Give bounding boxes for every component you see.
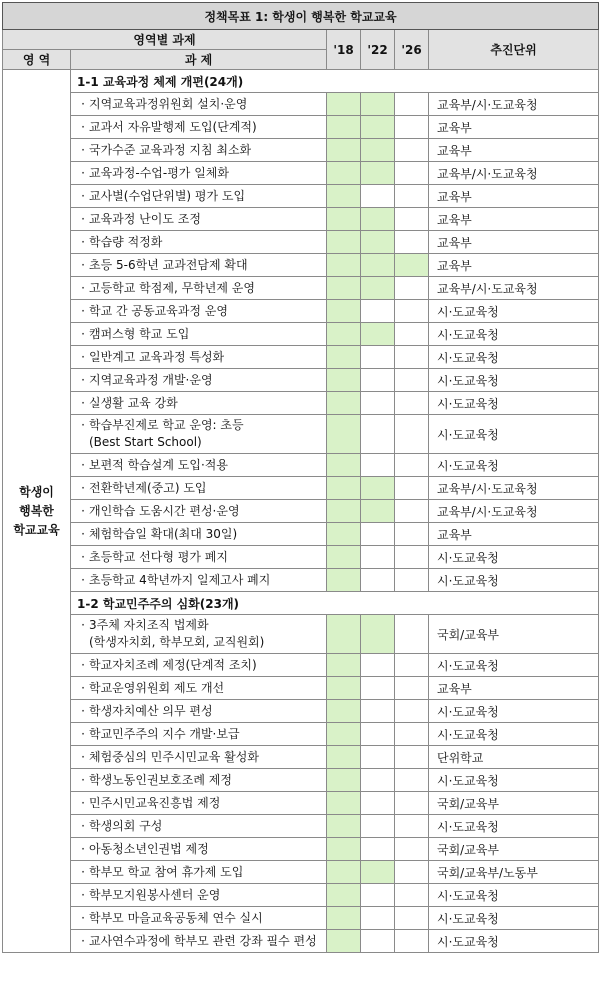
section-title: 1-2 학교민주주의 심화(23개) [71, 592, 599, 615]
year-26-cell [395, 861, 429, 884]
task-text: 학습량 적정화 [89, 235, 163, 249]
unit-cell: 교육부/시·도교육청 [429, 277, 599, 300]
year-26-cell [395, 723, 429, 746]
bullet-icon: · [81, 212, 85, 226]
unit-cell: 교육부 [429, 254, 599, 277]
year-18-cell [327, 185, 361, 208]
unit-cell: 교육부 [429, 116, 599, 139]
task-cell [71, 654, 327, 677]
task-text: 학부모 마을교육공동체 연수 실시 [89, 911, 263, 925]
year-26-cell [395, 884, 429, 907]
year-22-cell [361, 346, 395, 369]
bullet-icon: · [81, 189, 85, 203]
bullet-icon: · [81, 750, 85, 764]
table-row [3, 500, 599, 523]
year-26-cell [395, 569, 429, 592]
table-row [3, 746, 599, 769]
year-26-cell [395, 277, 429, 300]
task-text: 체험학습일 확대(최대 30일) [89, 527, 238, 541]
task-cell [71, 208, 327, 231]
year-26-cell [395, 615, 429, 654]
section-row [3, 70, 599, 93]
table-row [3, 569, 599, 592]
year-22-cell [361, 569, 395, 592]
unit-cell: 교육부/시·도교육청 [429, 162, 599, 185]
year-22-cell [361, 116, 395, 139]
unit-cell: 시·도교육청 [429, 930, 599, 953]
task-text: 지역교육과정 개발·운영 [89, 373, 213, 387]
unit-cell: 시·도교육청 [429, 415, 599, 454]
task-cell [71, 700, 327, 723]
bullet-icon: · [81, 458, 85, 472]
task-text: 아동청소년인권법 제정 [89, 842, 209, 856]
year-18-cell [327, 654, 361, 677]
unit-cell: 시·도교육청 [429, 454, 599, 477]
task-cell [71, 861, 327, 884]
table-row [3, 477, 599, 500]
task-text: 학교민주주의 지수 개발·보급 [89, 727, 240, 741]
task-cell [71, 323, 327, 346]
table-row [3, 277, 599, 300]
area-label-line: 학생이 [19, 484, 54, 499]
bullet-icon: · [81, 888, 85, 902]
header-area: 영 역 [3, 50, 71, 70]
table-row [3, 208, 599, 231]
task-cell [71, 454, 327, 477]
area-label [3, 70, 71, 953]
task-text: 학부모지원봉사센터 운영 [89, 888, 221, 902]
task-cell [71, 139, 327, 162]
year-26-cell [395, 500, 429, 523]
year-18-cell [327, 677, 361, 700]
task-cell [71, 523, 327, 546]
year-22-cell [361, 907, 395, 930]
task-text: 학부모 학교 참여 휴가제 도입 [89, 865, 244, 879]
year-22-cell [361, 454, 395, 477]
year-22-cell [361, 477, 395, 500]
task-text-line2: (학생자치회, 학부모회, 교직원회) [89, 635, 265, 649]
page-title: 정책목표 1: 학생이 행복한 학교교육 [3, 3, 599, 30]
unit-cell: 시·도교육청 [429, 300, 599, 323]
task-text: 학교운영위원회 제도 개선 [89, 681, 225, 695]
year-22-cell [361, 208, 395, 231]
unit-cell: 시·도교육청 [429, 546, 599, 569]
year-18-cell [327, 930, 361, 953]
task-cell [71, 838, 327, 861]
table-row [3, 907, 599, 930]
section-row [3, 592, 599, 615]
year-22-cell [361, 254, 395, 277]
task-cell [71, 346, 327, 369]
table-row [3, 300, 599, 323]
task-cell [71, 723, 327, 746]
unit-cell: 국회/교육부 [429, 838, 599, 861]
year-26-cell [395, 792, 429, 815]
task-text: 학생노동인권보호조례 제정 [89, 773, 232, 787]
year-26-cell [395, 523, 429, 546]
year-18-cell [327, 546, 361, 569]
table-row [3, 792, 599, 815]
task-text: 교사연수과정에 학부모 관련 강좌 필수 편성 [89, 934, 317, 948]
year-22-cell [361, 300, 395, 323]
year-26-cell [395, 93, 429, 116]
year-18-cell [327, 569, 361, 592]
task-cell [71, 116, 327, 139]
unit-cell: 교육부/시·도교육청 [429, 500, 599, 523]
bullet-icon: · [81, 373, 85, 387]
year-22-cell [361, 677, 395, 700]
task-cell [71, 546, 327, 569]
header-year-22: '22 [361, 30, 395, 70]
header-year-26: '26 [395, 30, 429, 70]
table-row [3, 546, 599, 569]
bullet-icon: · [81, 258, 85, 272]
task-text: 체험중심의 민주시민교육 활성화 [89, 750, 259, 764]
bullet-icon: · [81, 796, 85, 810]
year-22-cell [361, 277, 395, 300]
year-22-cell [361, 93, 395, 116]
year-18-cell [327, 615, 361, 654]
year-26-cell [395, 930, 429, 953]
bullet-icon: · [81, 281, 85, 295]
policy-table [2, 2, 599, 953]
task-cell [71, 162, 327, 185]
year-18-cell [327, 116, 361, 139]
task-text: 3주체 자치조직 법제화 [89, 618, 209, 632]
year-22-cell [361, 746, 395, 769]
year-26-cell [395, 746, 429, 769]
year-18-cell [327, 415, 361, 454]
task-cell [71, 500, 327, 523]
year-22-cell [361, 415, 395, 454]
year-26-cell [395, 254, 429, 277]
task-text: 민주시민교육진흥법 제정 [89, 796, 221, 810]
year-22-cell [361, 139, 395, 162]
year-26-cell [395, 907, 429, 930]
bullet-icon: · [81, 235, 85, 249]
year-22-cell [361, 861, 395, 884]
table-row [3, 93, 599, 116]
bullet-icon: · [81, 681, 85, 695]
year-18-cell [327, 500, 361, 523]
task-cell [71, 369, 327, 392]
bullet-icon: · [81, 727, 85, 741]
year-18-cell [327, 323, 361, 346]
area-label-line: 학교교육 [13, 522, 60, 537]
year-18-cell [327, 815, 361, 838]
bullet-icon: · [81, 658, 85, 672]
year-18-cell [327, 254, 361, 277]
task-cell [71, 254, 327, 277]
year-26-cell [395, 415, 429, 454]
bullet-icon: · [81, 865, 85, 879]
year-22-cell [361, 185, 395, 208]
table-row [3, 815, 599, 838]
year-26-cell [395, 116, 429, 139]
task-cell [71, 930, 327, 953]
unit-cell: 시·도교육청 [429, 369, 599, 392]
year-22-cell [361, 500, 395, 523]
year-22-cell [361, 162, 395, 185]
task-cell [71, 615, 327, 654]
bullet-icon: · [81, 304, 85, 318]
year-22-cell [361, 392, 395, 415]
header-area-group: 영역별 과제 [3, 30, 327, 50]
task-cell [71, 231, 327, 254]
task-text: 학생자치예산 의무 편성 [89, 704, 213, 718]
table-row [3, 884, 599, 907]
section-title: 1-1 교육과정 체제 개편(24개) [71, 70, 599, 93]
unit-cell: 시·도교육청 [429, 700, 599, 723]
unit-cell: 교육부 [429, 523, 599, 546]
area-label-line: 행복한 [19, 503, 54, 518]
bullet-icon: · [81, 934, 85, 948]
task-cell [71, 415, 327, 454]
task-text: 캠퍼스형 학교 도입 [89, 327, 190, 341]
task-cell [71, 93, 327, 116]
table-row [3, 723, 599, 746]
table-row [3, 615, 599, 654]
year-18-cell [327, 208, 361, 231]
bullet-icon: · [81, 911, 85, 925]
year-26-cell [395, 369, 429, 392]
task-cell [71, 477, 327, 500]
table-row [3, 116, 599, 139]
year-18-cell [327, 139, 361, 162]
task-text: 교육과정 난이도 조정 [89, 212, 201, 226]
bullet-icon: · [81, 819, 85, 833]
year-26-cell [395, 162, 429, 185]
bullet-icon: · [81, 573, 85, 587]
task-text-line2: (Best Start School) [89, 435, 202, 449]
table-row [3, 454, 599, 477]
bullet-icon: · [81, 704, 85, 718]
task-text: 지역교육과정위원회 설치·운영 [89, 97, 248, 111]
unit-cell: 교육부 [429, 231, 599, 254]
table-row [3, 369, 599, 392]
task-cell [71, 884, 327, 907]
unit-cell: 시·도교육청 [429, 654, 599, 677]
table-row [3, 769, 599, 792]
year-26-cell [395, 346, 429, 369]
task-cell [71, 300, 327, 323]
year-18-cell [327, 838, 361, 861]
year-18-cell [327, 477, 361, 500]
unit-cell: 시·도교육청 [429, 392, 599, 415]
bullet-icon: · [81, 120, 85, 134]
year-26-cell [395, 300, 429, 323]
header-task: 과 제 [71, 50, 327, 70]
bullet-icon: · [81, 97, 85, 111]
task-cell [71, 815, 327, 838]
year-26-cell [395, 654, 429, 677]
task-text: 교과서 자유발행제 도입(단계적) [89, 120, 257, 134]
year-22-cell [361, 231, 395, 254]
year-18-cell [327, 792, 361, 815]
task-text: 학교 간 공동교육과정 운영 [89, 304, 228, 318]
task-text: 초등학교 4학년까지 일제고사 폐지 [89, 573, 271, 587]
task-cell [71, 392, 327, 415]
year-26-cell [395, 838, 429, 861]
table-row [3, 139, 599, 162]
bullet-icon: · [81, 527, 85, 541]
year-22-cell [361, 700, 395, 723]
bullet-icon: · [81, 418, 85, 432]
task-cell [71, 792, 327, 815]
bullet-icon: · [81, 327, 85, 341]
bullet-icon: · [81, 481, 85, 495]
bullet-icon: · [81, 550, 85, 564]
year-18-cell [327, 769, 361, 792]
year-26-cell [395, 546, 429, 569]
year-22-cell [361, 654, 395, 677]
year-26-cell [395, 815, 429, 838]
bullet-icon: · [81, 773, 85, 787]
unit-cell: 국회/교육부 [429, 792, 599, 815]
unit-cell: 교육부 [429, 677, 599, 700]
task-cell [71, 677, 327, 700]
task-text: 전환학년제(중고) 도입 [89, 481, 207, 495]
task-text: 교사별(수업단위별) 평가 도입 [89, 189, 246, 203]
table-row [3, 861, 599, 884]
task-text: 학생의회 구성 [89, 819, 163, 833]
year-26-cell [395, 700, 429, 723]
bullet-icon: · [81, 504, 85, 518]
header-unit: 추진단위 [429, 30, 599, 70]
year-22-cell [361, 769, 395, 792]
table-row [3, 162, 599, 185]
year-18-cell [327, 231, 361, 254]
unit-cell: 시·도교육청 [429, 769, 599, 792]
unit-cell: 교육부 [429, 208, 599, 231]
year-22-cell [361, 723, 395, 746]
task-text: 학습부진제로 학교 운영: 초등 [89, 418, 244, 432]
table-row [3, 654, 599, 677]
year-22-cell [361, 369, 395, 392]
year-18-cell [327, 369, 361, 392]
year-26-cell [395, 454, 429, 477]
year-26-cell [395, 392, 429, 415]
year-26-cell [395, 769, 429, 792]
table-row [3, 185, 599, 208]
table-row [3, 930, 599, 953]
unit-cell: 교육부 [429, 185, 599, 208]
task-text: 고등학교 학점제, 무학년제 운영 [89, 281, 255, 295]
unit-cell: 시·도교육청 [429, 346, 599, 369]
task-text: 개인학습 도움시간 편성·운영 [89, 504, 240, 518]
year-22-cell [361, 884, 395, 907]
unit-cell: 시·도교육청 [429, 569, 599, 592]
task-text: 교육과정-수업-평가 일체화 [89, 166, 229, 180]
table-row [3, 392, 599, 415]
year-26-cell [395, 231, 429, 254]
year-18-cell [327, 392, 361, 415]
year-18-cell [327, 523, 361, 546]
year-22-cell [361, 838, 395, 861]
bullet-icon: · [81, 350, 85, 364]
bullet-icon: · [81, 618, 85, 632]
task-text: 실생활 교육 강화 [89, 396, 178, 410]
year-22-cell [361, 615, 395, 654]
table-row [3, 838, 599, 861]
year-26-cell [395, 139, 429, 162]
unit-cell: 교육부 [429, 139, 599, 162]
year-26-cell [395, 677, 429, 700]
year-18-cell [327, 93, 361, 116]
year-18-cell [327, 723, 361, 746]
year-18-cell [327, 746, 361, 769]
year-18-cell [327, 162, 361, 185]
table-row [3, 323, 599, 346]
table-row [3, 346, 599, 369]
year-22-cell [361, 323, 395, 346]
table-row [3, 677, 599, 700]
task-cell [71, 769, 327, 792]
bullet-icon: · [81, 842, 85, 856]
year-22-cell [361, 546, 395, 569]
bullet-icon: · [81, 166, 85, 180]
unit-cell: 국회/교육부/노동부 [429, 861, 599, 884]
unit-cell: 시·도교육청 [429, 815, 599, 838]
year-26-cell [395, 477, 429, 500]
task-cell [71, 746, 327, 769]
year-18-cell [327, 700, 361, 723]
year-22-cell [361, 815, 395, 838]
unit-cell: 시·도교육청 [429, 323, 599, 346]
year-18-cell [327, 277, 361, 300]
unit-cell: 시·도교육청 [429, 907, 599, 930]
table-row [3, 254, 599, 277]
year-26-cell [395, 208, 429, 231]
unit-cell: 국회/교육부 [429, 615, 599, 654]
task-cell [71, 569, 327, 592]
year-18-cell [327, 884, 361, 907]
unit-cell: 시·도교육청 [429, 884, 599, 907]
year-18-cell [327, 300, 361, 323]
year-22-cell [361, 930, 395, 953]
bullet-icon: · [81, 396, 85, 410]
year-18-cell [327, 861, 361, 884]
header-year-18: '18 [327, 30, 361, 70]
table-row [3, 700, 599, 723]
unit-cell: 교육부/시·도교육청 [429, 93, 599, 116]
year-18-cell [327, 454, 361, 477]
task-text: 학교자치조례 제정(단계적 조치) [89, 658, 257, 672]
task-cell [71, 907, 327, 930]
year-18-cell [327, 346, 361, 369]
year-26-cell [395, 323, 429, 346]
task-cell [71, 277, 327, 300]
task-text: 일반계고 교육과정 특성화 [89, 350, 225, 364]
task-cell [71, 185, 327, 208]
task-text: 초등학교 선다형 평가 폐지 [89, 550, 228, 564]
unit-cell: 단위학교 [429, 746, 599, 769]
year-22-cell [361, 792, 395, 815]
unit-cell: 시·도교육청 [429, 723, 599, 746]
table-row [3, 415, 599, 454]
year-26-cell [395, 185, 429, 208]
year-18-cell [327, 907, 361, 930]
task-text: 보편적 학습설계 도입·적용 [89, 458, 228, 472]
table-row [3, 231, 599, 254]
unit-cell: 교육부/시·도교육청 [429, 477, 599, 500]
task-text: 초등 5-6학년 교과전담제 확대 [89, 258, 248, 272]
bullet-icon: · [81, 143, 85, 157]
table-row [3, 523, 599, 546]
task-text: 국가수준 교육과정 지침 최소화 [89, 143, 252, 157]
year-22-cell [361, 523, 395, 546]
